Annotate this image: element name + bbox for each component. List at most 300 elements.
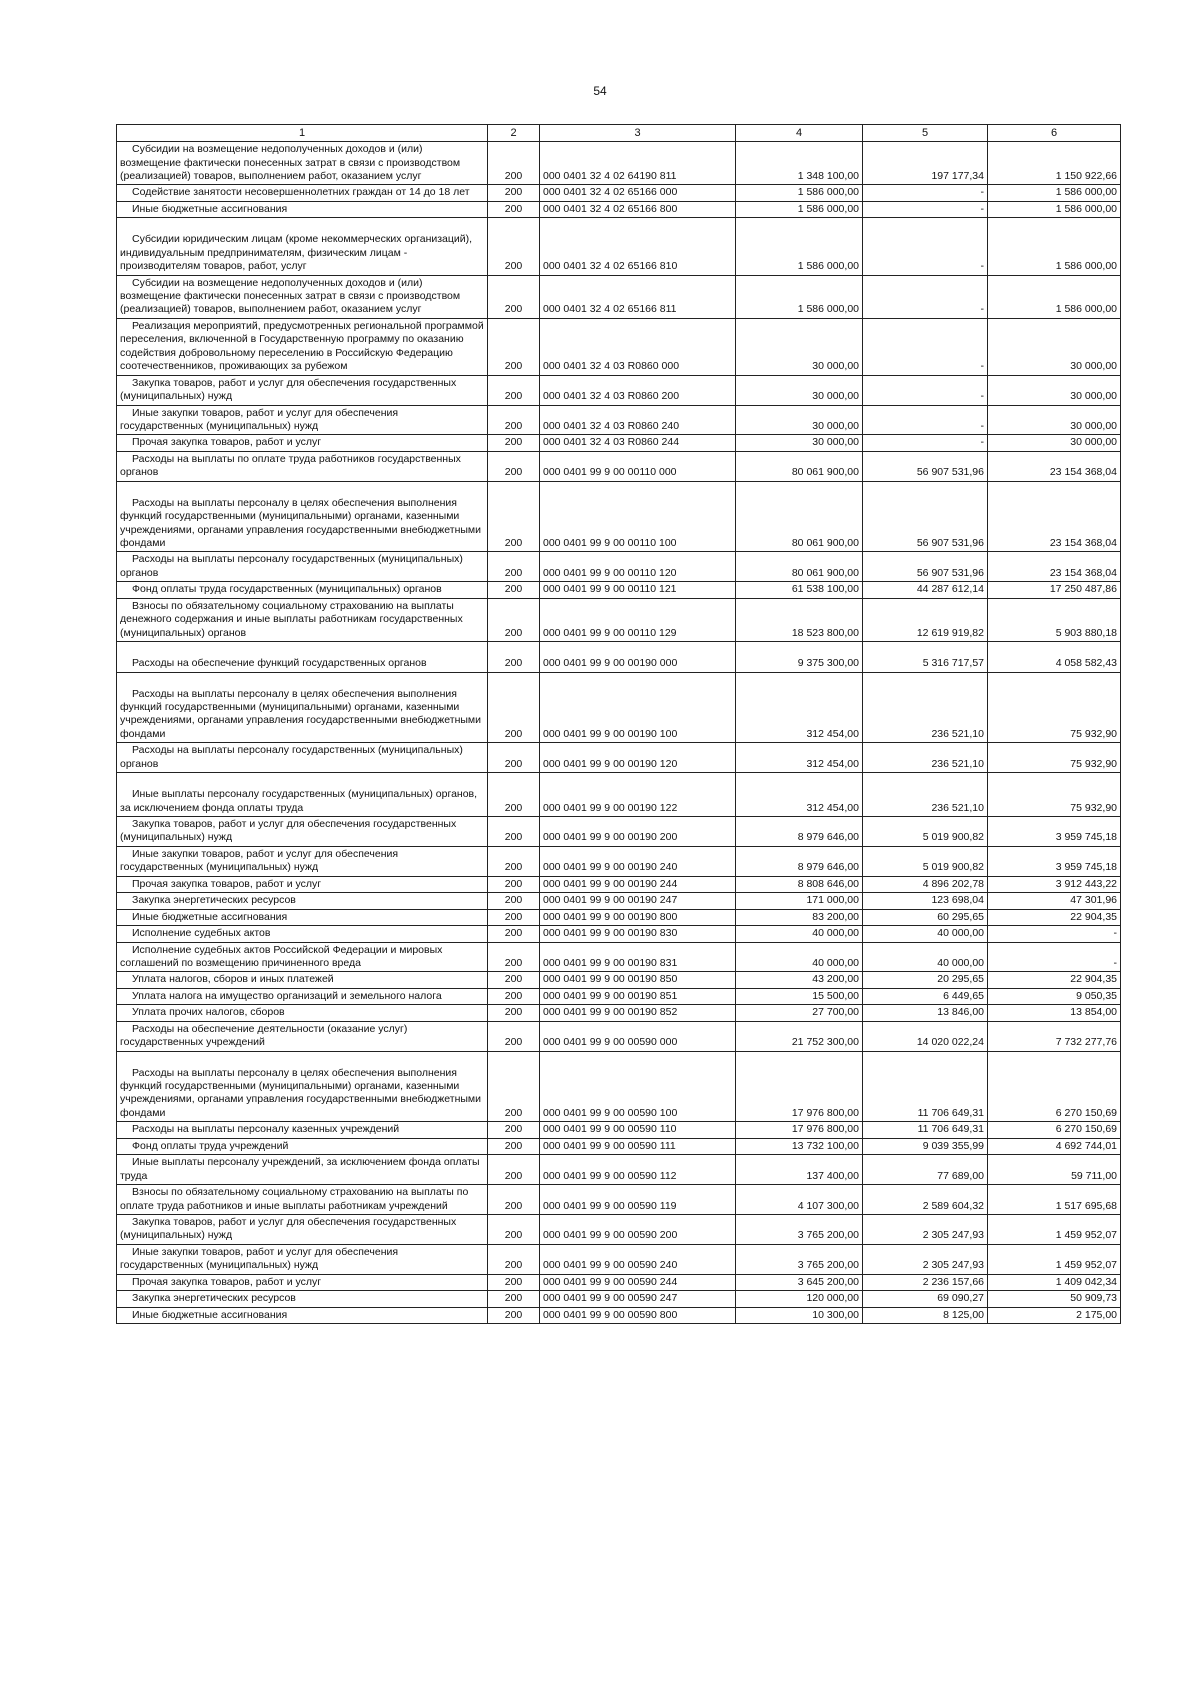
row-classification-code: 000 0401 99 9 00 00110 100 (540, 481, 736, 552)
row-name-text: Расходы на выплаты персоналу в целях обеспечения выполнения функций государственными (муниципальными) органами, казенными учреждениями, органами управления государственными внебюджетными фондами (120, 1066, 482, 1119)
row-approved-amount: 17 976 800,00 (736, 1122, 863, 1138)
row-approved-amount: 40 000,00 (736, 942, 863, 972)
row-name-text: Иные выплаты персоналу государственных (муниципальных) органов, за исключением фонда оплаты труда (120, 788, 478, 814)
row-name-text: Закупка товаров, работ и услуг для обеспечения государственных (муниципальных) нужд (120, 1215, 457, 1242)
row-name (117, 1138, 488, 1154)
row-unexecuted-amount: 1 150 922,66 (988, 142, 1121, 185)
row-name (117, 876, 488, 892)
row-name-text: Иные закупки товаров, работ и услуг для обеспечения государственных (муниципальных) нужд (120, 1245, 399, 1272)
table-row (117, 1291, 1121, 1307)
row-name (117, 451, 488, 481)
row-executed-amount: 9 039 355,99 (863, 1138, 988, 1154)
table-row (117, 743, 1121, 773)
column-header-3: 3 (540, 125, 736, 142)
row-classification-code: 000 0401 99 9 00 00190 831 (540, 942, 736, 972)
row-executed-amount: 2 589 604,32 (863, 1185, 988, 1215)
row-name (117, 972, 488, 988)
row-unexecuted-amount: 1 586 000,00 (988, 218, 1121, 275)
row-name-text: Закупка товаров, работ и услуг для обеспечения государственных (муниципальных) нужд (120, 376, 457, 403)
row-approved-amount: 30 000,00 (736, 318, 863, 375)
row-line-code: 200 (488, 218, 540, 275)
column-header-6: 6 (988, 125, 1121, 142)
table-row (117, 988, 1121, 1004)
row-unexecuted-amount: 23 154 368,04 (988, 451, 1121, 481)
row-line-code: 200 (488, 435, 540, 451)
row-name-text: Взносы по обязательному социальному страхованию на выплаты по оплате труда работников и иные выплаты работникам учреждений (120, 1186, 469, 1212)
row-executed-amount: 123 698,04 (863, 893, 988, 909)
row-unexecuted-amount: 1 459 952,07 (988, 1244, 1121, 1274)
row-name-text: Уплата налогов, сборов и иных платежей (132, 973, 334, 986)
row-classification-code: 000 0401 99 9 00 00190 240 (540, 846, 736, 876)
row-classification-code: 000 0401 99 9 00 00110 129 (540, 598, 736, 641)
row-executed-amount: 2 305 247,93 (863, 1244, 988, 1274)
row-name (117, 1155, 488, 1185)
row-executed-amount: 4 896 202,78 (863, 876, 988, 892)
row-name (117, 481, 488, 552)
row-name-text: Фонд оплаты труда учреждений (132, 1139, 289, 1152)
row-classification-code: 000 0401 99 9 00 00590 240 (540, 1244, 736, 1274)
row-name-text: Закупка энергетических ресурсов (132, 894, 296, 907)
row-classification-code: 000 0401 99 9 00 00190 122 (540, 773, 736, 817)
row-name-text: Иные закупки товаров, работ и услуг для обеспечения государственных (муниципальных) нужд (120, 406, 399, 432)
row-executed-amount: - (863, 185, 988, 201)
row-line-code: 200 (488, 375, 540, 405)
row-line-code: 200 (488, 1185, 540, 1215)
row-unexecuted-amount: 1 586 000,00 (988, 185, 1121, 201)
row-name (117, 1021, 488, 1051)
row-unexecuted-amount: 9 050,35 (988, 988, 1121, 1004)
row-name-text: Расходы на выплаты персоналу государственных (муниципальных) органов (120, 553, 463, 579)
column-header-5: 5 (863, 125, 988, 142)
row-name (117, 218, 488, 275)
row-line-code: 200 (488, 893, 540, 909)
row-name (117, 201, 488, 217)
table-row (117, 1005, 1121, 1021)
row-executed-amount: 5 019 900,82 (863, 817, 988, 847)
row-name (117, 552, 488, 582)
row-line-code: 200 (488, 1005, 540, 1021)
table-row (117, 552, 1121, 582)
table-row (117, 642, 1121, 672)
row-name-text: Расходы на обеспечение функций государственных органов (132, 657, 427, 670)
row-unexecuted-amount: 30 000,00 (988, 375, 1121, 405)
table-row (117, 1051, 1121, 1122)
row-name-text: Расходы на выплаты персоналу в целях обеспечения выполнения функций государственными (муниципальными) органами, казенными учреждениями, органами управления государственными внебюджетными фондами (120, 687, 482, 740)
row-approved-amount: 30 000,00 (736, 375, 863, 405)
row-line-code: 200 (488, 1138, 540, 1154)
row-unexecuted-amount: 75 932,90 (988, 743, 1121, 773)
row-approved-amount: 10 300,00 (736, 1307, 863, 1323)
table-row (117, 972, 1121, 988)
row-executed-amount: 236 521,10 (863, 672, 988, 743)
row-name-text: Закупка товаров, работ и услуг для обеспечения государственных (муниципальных) нужд (120, 818, 457, 844)
row-line-code: 200 (488, 1214, 540, 1244)
row-classification-code: 000 0401 99 9 00 00590 247 (540, 1291, 736, 1307)
row-unexecuted-amount: 30 000,00 (988, 405, 1121, 435)
row-name (117, 909, 488, 925)
row-classification-code: 000 0401 99 9 00 00590 100 (540, 1051, 736, 1122)
row-approved-amount: 3 765 200,00 (736, 1214, 863, 1244)
row-line-code: 200 (488, 451, 540, 481)
row-line-code: 200 (488, 318, 540, 375)
row-name-text: Иные выплаты персоналу учреждений, за исключением фонда оплаты труда (120, 1156, 480, 1182)
row-classification-code: 000 0401 32 4 03 R0860 240 (540, 405, 736, 435)
row-classification-code: 000 0401 32 4 03 R0860 244 (540, 435, 736, 451)
row-executed-amount: 2 236 157,66 (863, 1274, 988, 1290)
row-unexecuted-amount: 5 903 880,18 (988, 598, 1121, 641)
row-name (117, 1244, 488, 1274)
row-name (117, 318, 488, 375)
table-row (117, 318, 1121, 375)
row-classification-code: 000 0401 99 9 00 00110 120 (540, 552, 736, 582)
row-approved-amount: 40 000,00 (736, 926, 863, 942)
row-approved-amount: 17 976 800,00 (736, 1051, 863, 1122)
row-name (117, 435, 488, 451)
row-name-text: Расходы на выплаты персоналу государственных (муниципальных) органов (120, 744, 463, 770)
row-name (117, 642, 488, 672)
row-classification-code: 000 0401 32 4 02 65166 811 (540, 275, 736, 318)
table-row (117, 773, 1121, 817)
table-row (117, 876, 1121, 892)
table-row (117, 672, 1121, 743)
row-line-code: 200 (488, 909, 540, 925)
row-unexecuted-amount: 1 586 000,00 (988, 201, 1121, 217)
row-name (117, 1122, 488, 1138)
row-approved-amount: 21 752 300,00 (736, 1021, 863, 1051)
row-executed-amount: 14 020 022,24 (863, 1021, 988, 1051)
row-name (117, 672, 488, 743)
row-unexecuted-amount: 59 711,00 (988, 1155, 1121, 1185)
row-line-code: 200 (488, 201, 540, 217)
row-name (117, 582, 488, 598)
column-header-1: 1 (117, 125, 488, 142)
table-row (117, 893, 1121, 909)
row-line-code: 200 (488, 817, 540, 847)
row-unexecuted-amount: - (988, 926, 1121, 942)
table-row (117, 1214, 1121, 1244)
table-row (117, 1138, 1121, 1154)
row-classification-code: 000 0401 32 4 03 R0860 000 (540, 318, 736, 375)
row-classification-code: 000 0401 99 9 00 00590 112 (540, 1155, 736, 1185)
row-line-code: 200 (488, 743, 540, 773)
row-executed-amount: 44 287 612,14 (863, 582, 988, 598)
row-classification-code: 000 0401 99 9 00 00190 100 (540, 672, 736, 743)
row-name-text: Иные бюджетные ассигнования (132, 1308, 288, 1321)
table-row (117, 185, 1121, 201)
row-name-text: Реализация мероприятий, предусмотренных региональной программой переселения, включенной в Государственную программу по оказанию содействия добровольному переселению в Российскую Федерацию соотечественников, проживающих за рубежом (120, 319, 484, 373)
row-name (117, 773, 488, 817)
column-number-header (117, 125, 1121, 142)
row-name-text: Уплата прочих налогов, сборов (132, 1006, 285, 1019)
row-name-text: Иные бюджетные ассигнования (132, 202, 288, 215)
table-row (117, 435, 1121, 451)
row-executed-amount: 56 907 531,96 (863, 552, 988, 582)
row-executed-amount: - (863, 405, 988, 435)
row-name (117, 185, 488, 201)
row-name-text: Исполнение судебных актов (132, 927, 271, 940)
row-classification-code: 000 0401 32 4 02 65166 000 (540, 185, 736, 201)
row-name (117, 1291, 488, 1307)
row-line-code: 200 (488, 185, 540, 201)
row-line-code: 200 (488, 481, 540, 552)
row-line-code: 200 (488, 405, 540, 435)
row-executed-amount: - (863, 318, 988, 375)
row-unexecuted-amount: 13 854,00 (988, 1005, 1121, 1021)
table-row (117, 201, 1121, 217)
row-classification-code: 000 0401 99 9 00 00190 830 (540, 926, 736, 942)
row-name (117, 598, 488, 641)
row-executed-amount: - (863, 218, 988, 275)
row-name (117, 1274, 488, 1290)
row-executed-amount: 20 295,65 (863, 972, 988, 988)
row-approved-amount: 30 000,00 (736, 435, 863, 451)
row-unexecuted-amount: 50 909,73 (988, 1291, 1121, 1307)
row-classification-code: 000 0401 99 9 00 00190 247 (540, 893, 736, 909)
row-approved-amount: 1 348 100,00 (736, 142, 863, 185)
row-line-code: 200 (488, 926, 540, 942)
row-name (117, 893, 488, 909)
row-classification-code: 000 0401 99 9 00 00190 851 (540, 988, 736, 1004)
row-name (117, 1005, 488, 1021)
row-approved-amount: 43 200,00 (736, 972, 863, 988)
row-name-text: Субсидии на возмещение недополученных доходов и (или) возмещение фактически понесенных затрат в связи с производством (реализацией) товаров, выполнением работ, оказанием услуг (120, 143, 461, 182)
row-line-code: 200 (488, 942, 540, 972)
row-line-code: 200 (488, 1021, 540, 1051)
row-name (117, 142, 488, 185)
table-row (117, 582, 1121, 598)
row-line-code: 200 (488, 598, 540, 641)
table-row (117, 1122, 1121, 1138)
row-unexecuted-amount: 30 000,00 (988, 318, 1121, 375)
row-classification-code: 000 0401 99 9 00 00590 119 (540, 1185, 736, 1215)
row-executed-amount: 40 000,00 (863, 926, 988, 942)
budget-table (116, 124, 1121, 1324)
row-classification-code: 000 0401 32 4 02 65166 800 (540, 201, 736, 217)
row-name (117, 405, 488, 435)
row-line-code: 200 (488, 552, 540, 582)
row-approved-amount: 27 700,00 (736, 1005, 863, 1021)
row-name-text: Прочая закупка товаров, работ и услуг (132, 1275, 322, 1288)
table-row (117, 1021, 1121, 1051)
table-row (117, 846, 1121, 876)
row-executed-amount: - (863, 201, 988, 217)
row-name-text: Расходы на выплаты по оплате труда работников государственных органов (120, 452, 461, 479)
row-name-text: Субсидии юридическим лицам (кроме некоммерческих организаций), индивидуальным предпринимателям, физическим лицам - производителям товаров, работ, услуг (120, 233, 473, 273)
row-executed-amount: 236 521,10 (863, 743, 988, 773)
row-line-code: 200 (488, 988, 540, 1004)
table-row (117, 909, 1121, 925)
row-name (117, 275, 488, 318)
table-row (117, 375, 1121, 405)
row-approved-amount: 137 400,00 (736, 1155, 863, 1185)
row-name-text: Расходы на выплаты персоналу казенных учреждений (132, 1123, 400, 1136)
row-line-code: 200 (488, 1274, 540, 1290)
row-unexecuted-amount: 17 250 487,86 (988, 582, 1121, 598)
row-name-text: Исполнение судебных актов Российской Федерации и мировых соглашений по возмещению причиненного вреда (120, 943, 443, 969)
row-executed-amount: 11 706 649,31 (863, 1051, 988, 1122)
row-line-code: 200 (488, 876, 540, 892)
row-approved-amount: 3 645 200,00 (736, 1274, 863, 1290)
row-classification-code: 000 0401 99 9 00 00110 121 (540, 582, 736, 598)
row-name-text: Иные закупки товаров, работ и услуг для обеспечения государственных (муниципальных) нужд (120, 847, 399, 874)
row-approved-amount: 8 979 646,00 (736, 817, 863, 847)
row-line-code: 200 (488, 275, 540, 318)
row-classification-code: 000 0401 99 9 00 00590 200 (540, 1214, 736, 1244)
row-name-text: Расходы на обеспечение деятельности (оказание услуг) государственных учреждений (120, 1022, 408, 1049)
table-row (117, 481, 1121, 552)
row-unexecuted-amount: 1 586 000,00 (988, 275, 1121, 318)
row-name (117, 743, 488, 773)
row-unexecuted-amount: 3 959 745,18 (988, 817, 1121, 847)
row-line-code: 200 (488, 972, 540, 988)
row-approved-amount: 1 586 000,00 (736, 218, 863, 275)
row-approved-amount: 8 979 646,00 (736, 846, 863, 876)
row-unexecuted-amount: 2 175,00 (988, 1307, 1121, 1323)
row-executed-amount: 197 177,34 (863, 142, 988, 185)
row-unexecuted-amount: 4 058 582,43 (988, 642, 1121, 672)
row-name-text: Закупка энергетических ресурсов (132, 1292, 296, 1305)
row-unexecuted-amount: 7 732 277,76 (988, 1021, 1121, 1051)
table-row (117, 1185, 1121, 1215)
row-executed-amount: 12 619 919,82 (863, 598, 988, 641)
row-approved-amount: 13 732 100,00 (736, 1138, 863, 1154)
row-classification-code: 000 0401 99 9 00 00190 000 (540, 642, 736, 672)
row-unexecuted-amount: 3 959 745,18 (988, 846, 1121, 876)
row-unexecuted-amount: - (988, 942, 1121, 972)
row-name-text: Прочая закупка товаров, работ и услуг (132, 436, 322, 449)
row-name (117, 1051, 488, 1122)
row-unexecuted-amount: 3 912 443,22 (988, 876, 1121, 892)
row-name (117, 846, 488, 876)
row-classification-code: 000 0401 99 9 00 00590 111 (540, 1138, 736, 1154)
row-approved-amount: 171 000,00 (736, 893, 863, 909)
row-line-code: 200 (488, 1291, 540, 1307)
row-unexecuted-amount: 75 932,90 (988, 773, 1121, 817)
table-row (117, 817, 1121, 847)
row-unexecuted-amount: 22 904,35 (988, 909, 1121, 925)
row-name-text: Иные бюджетные ассигнования (132, 910, 288, 923)
row-classification-code: 000 0401 99 9 00 00190 800 (540, 909, 736, 925)
row-approved-amount: 80 061 900,00 (736, 552, 863, 582)
row-unexecuted-amount: 22 904,35 (988, 972, 1121, 988)
row-line-code: 200 (488, 1155, 540, 1185)
row-line-code: 200 (488, 1122, 540, 1138)
row-executed-amount: 13 846,00 (863, 1005, 988, 1021)
row-unexecuted-amount: 6 270 150,69 (988, 1051, 1121, 1122)
table-row (117, 275, 1121, 318)
table-row (117, 1155, 1121, 1185)
row-executed-amount: - (863, 375, 988, 405)
row-line-code: 200 (488, 1307, 540, 1323)
row-approved-amount: 9 375 300,00 (736, 642, 863, 672)
row-unexecuted-amount: 23 154 368,04 (988, 481, 1121, 552)
row-name-text: Расходы на выплаты персоналу в целях обеспечения выполнения функций государственными (муниципальными) органами, казенными учреждениями, органами управления государственными внебюджетными фондами (120, 496, 482, 550)
row-name-text: Содействие занятости несовершеннолетних граждан от 14 до 18 лет (132, 186, 470, 199)
row-classification-code: 000 0401 32 4 03 R0860 200 (540, 375, 736, 405)
table-row (117, 451, 1121, 481)
row-approved-amount: 80 061 900,00 (736, 481, 863, 552)
row-name-text: Субсидии на возмещение недополученных доходов и (или) возмещение фактически понесенных затрат в связи с производством (реализацией) товаров, выполнением работ, оказанием услуг (120, 276, 461, 316)
row-line-code: 200 (488, 672, 540, 743)
row-line-code: 200 (488, 582, 540, 598)
row-name (117, 1214, 488, 1244)
row-classification-code: 000 0401 99 9 00 00190 120 (540, 743, 736, 773)
row-name (117, 942, 488, 972)
row-executed-amount: - (863, 435, 988, 451)
row-approved-amount: 1 586 000,00 (736, 185, 863, 201)
row-approved-amount: 4 107 300,00 (736, 1185, 863, 1215)
row-name (117, 1307, 488, 1323)
row-executed-amount: 56 907 531,96 (863, 481, 988, 552)
row-name (117, 988, 488, 1004)
table-row (117, 405, 1121, 435)
page-number: 54 (593, 84, 607, 98)
row-name-text: Взносы по обязательному социальному страхованию на выплаты денежного содержания и иные выплаты работникам государственных (муниципальных) органов (120, 599, 463, 639)
row-approved-amount: 15 500,00 (736, 988, 863, 1004)
row-approved-amount: 1 586 000,00 (736, 275, 863, 318)
row-classification-code: 000 0401 99 9 00 00590 244 (540, 1274, 736, 1290)
row-classification-code: 000 0401 99 9 00 00590 000 (540, 1021, 736, 1051)
row-classification-code: 000 0401 99 9 00 00190 244 (540, 876, 736, 892)
column-header-4: 4 (736, 125, 863, 142)
row-classification-code: 000 0401 99 9 00 00590 800 (540, 1307, 736, 1323)
row-name (117, 926, 488, 942)
row-executed-amount: - (863, 275, 988, 318)
row-classification-code: 000 0401 99 9 00 00190 850 (540, 972, 736, 988)
row-executed-amount: 2 305 247,93 (863, 1214, 988, 1244)
row-line-code: 200 (488, 142, 540, 185)
table-row (117, 1274, 1121, 1290)
row-executed-amount: 8 125,00 (863, 1307, 988, 1323)
row-name (117, 1185, 488, 1215)
row-approved-amount: 61 538 100,00 (736, 582, 863, 598)
row-approved-amount: 30 000,00 (736, 405, 863, 435)
row-executed-amount: 11 706 649,31 (863, 1122, 988, 1138)
row-executed-amount: 236 521,10 (863, 773, 988, 817)
row-name-text: Уплата налога на имущество организаций и земельного налога (132, 989, 442, 1002)
table-row (117, 926, 1121, 942)
row-name (117, 817, 488, 847)
row-line-code: 200 (488, 642, 540, 672)
row-name (117, 375, 488, 405)
row-executed-amount: 5 316 717,57 (863, 642, 988, 672)
row-line-code: 200 (488, 846, 540, 876)
row-unexecuted-amount: 23 154 368,04 (988, 552, 1121, 582)
row-executed-amount: 40 000,00 (863, 942, 988, 972)
row-approved-amount: 312 454,00 (736, 672, 863, 743)
table-row (117, 142, 1121, 185)
row-unexecuted-amount: 6 270 150,69 (988, 1122, 1121, 1138)
row-approved-amount: 312 454,00 (736, 743, 863, 773)
row-unexecuted-amount: 75 932,90 (988, 672, 1121, 743)
table-row (117, 1307, 1121, 1323)
table-row (117, 218, 1121, 275)
row-classification-code: 000 0401 99 9 00 00110 000 (540, 451, 736, 481)
row-line-code: 200 (488, 1244, 540, 1274)
row-executed-amount: 69 090,27 (863, 1291, 988, 1307)
row-approved-amount: 83 200,00 (736, 909, 863, 925)
row-executed-amount: 60 295,65 (863, 909, 988, 925)
table-row (117, 1244, 1121, 1274)
row-approved-amount: 18 523 800,00 (736, 598, 863, 641)
table-row (117, 598, 1121, 641)
row-approved-amount: 1 586 000,00 (736, 201, 863, 217)
row-classification-code: 000 0401 99 9 00 00590 110 (540, 1122, 736, 1138)
row-name-text: Прочая закупка товаров, работ и услуг (132, 877, 322, 890)
row-approved-amount: 3 765 200,00 (736, 1244, 863, 1274)
row-line-code: 200 (488, 773, 540, 817)
row-executed-amount: 6 449,65 (863, 988, 988, 1004)
